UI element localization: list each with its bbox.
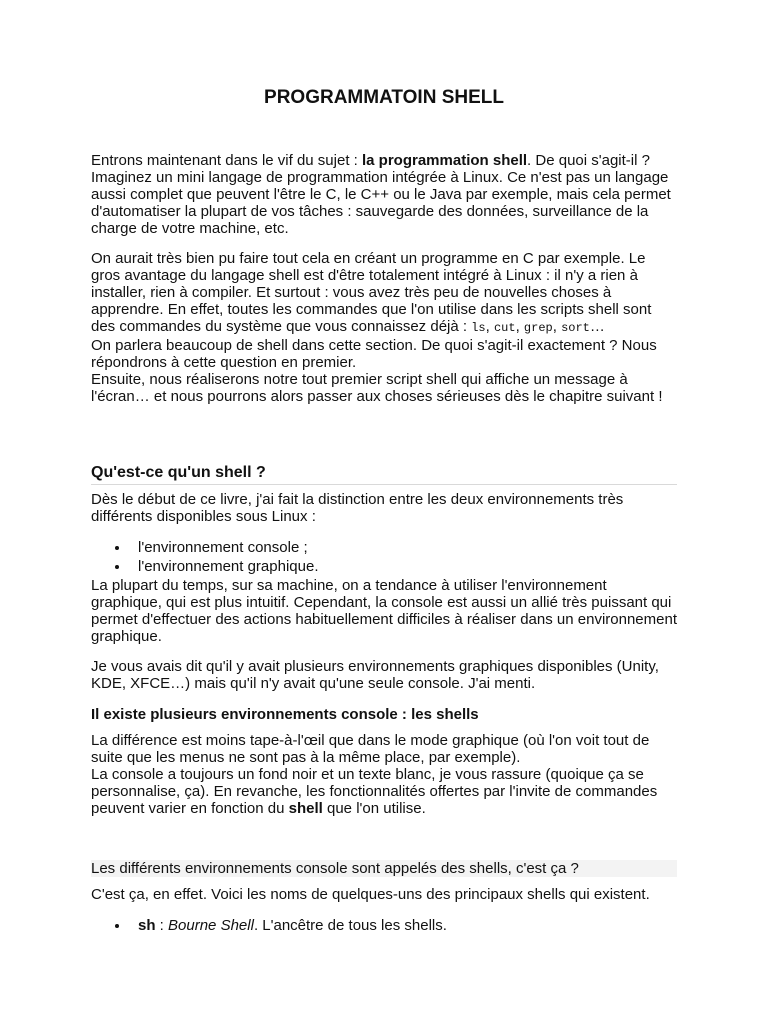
- shell-full-name: Bourne Shell: [168, 917, 254, 934]
- intro-p1-text-b: . De quoi s'agit-il ? Imaginez un mini langage de programmation intégrée à Linux. Ce n'est pas un langage aussi complet que peuvent l'être le C, le C++ ou le Java par exemple, mais cela permet d'automatiser la plupart de vos tâches : sauvegarde des données, surveillance de la charge de votre machine, etc.: [91, 152, 671, 237]
- intro-p2-text: On aurait très bien pu faire tout cela en créant un programme en C par exemple. Le gros avantage du langage shell est d'être totalement intégré à Linux : il n'y a rien à installer, rien à compiler. Et surtout : vous avez très peu de nouvelles choses à apprendre. En effet, toutes les commandes que l'on utilise dans les scripts shell sont des commandes du système que vous connaissez déjà :: [91, 250, 652, 335]
- intro-p4-text: Ensuite, nous réaliserons notre tout premier script shell qui affiche un message à l'écran… et nous pourrons alors passer aux choses sérieuses dès le chapitre suivant !: [91, 371, 663, 405]
- list-item: l'environnement console ;: [91, 539, 677, 556]
- section-heading: Qu'est-ce qu'un shell ?: [91, 463, 677, 485]
- section-paragraph-3: Je vous avais dit qu'il y avait plusieurs environnements graphiques disponibles (Unity, KDE, XFCE…) mais qu'il n'y avait qu'une seule console. J'ai menti.: [91, 658, 659, 692]
- p5-bold: shell: [288, 800, 323, 817]
- intro-p1-text-a: Entrons maintenant dans le vif du sujet :: [91, 152, 362, 169]
- command-ls: ls: [471, 321, 486, 335]
- page-title: PROGRAMMATOIN SHELL: [264, 87, 504, 108]
- shell-description: . L'ancêtre de tous les shells.: [253, 917, 447, 934]
- command-grep: grep: [523, 321, 553, 335]
- p5-text-a: La console a toujours un fond noir et un texte blanc, je vous rassure (quoique ça se personnalise, ça). En revanche, les fonctionnalités offertes par l'invite de commandes peuvent varier en fonction du: [91, 766, 658, 817]
- environment-list: [91, 539, 677, 575]
- list-item: [91, 917, 677, 934]
- command-cut: cut: [493, 321, 516, 335]
- p4-text: La différence est moins tape-à-l'œil que dans le mode graphique (où l'on voit tout de suite que les menus ne sont pas à la même place, par exemple).: [91, 732, 650, 766]
- question-highlight: Les différents environnements console sont appelés des shells, c'est ça ?: [91, 860, 677, 877]
- intro-paragraph-2: [91, 250, 677, 405]
- section-paragraph-1: Dès le début de ce livre, j'ai fait la distinction entre les deux environnements très différents disponibles sous Linux :: [91, 491, 624, 525]
- ellipsis: …: [589, 318, 605, 335]
- separator: ,: [485, 318, 494, 335]
- command-sort: sort: [561, 321, 590, 335]
- intro-p3-text: On parlera beaucoup de shell dans cette section. De quoi s'agit-il exactement ? Nous répondrons à cette question en premier.: [91, 337, 657, 371]
- p5-text-b: que l'on utilise.: [322, 800, 426, 817]
- section-paragraph-4: [91, 732, 677, 817]
- section-paragraph-2: La plupart du temps, sur sa machine, on a tendance à utiliser l'environnement graphique, qui est plus intuitif. Cependant, la console est aussi un allié très puissant qui permet d'effectuer des actions habituellement difficiles à réaliser dans un environnement graphique.: [91, 577, 677, 645]
- separator: ,: [552, 318, 562, 335]
- intro-paragraph-1: [91, 152, 677, 237]
- intro-p1-bold: la programmation shell: [362, 152, 528, 169]
- shell-name: sh: [138, 917, 156, 934]
- shell-separator: :: [155, 917, 169, 934]
- answer-paragraph: C'est ça, en effet. Voici les noms de quelques-uns des principaux shells qui existent.: [91, 886, 650, 903]
- subheading: Il existe plusieurs environnements console : les shells: [91, 706, 479, 723]
- list-item: l'environnement graphique.: [91, 558, 677, 575]
- separator: ,: [515, 318, 524, 335]
- shell-list: [91, 917, 677, 934]
